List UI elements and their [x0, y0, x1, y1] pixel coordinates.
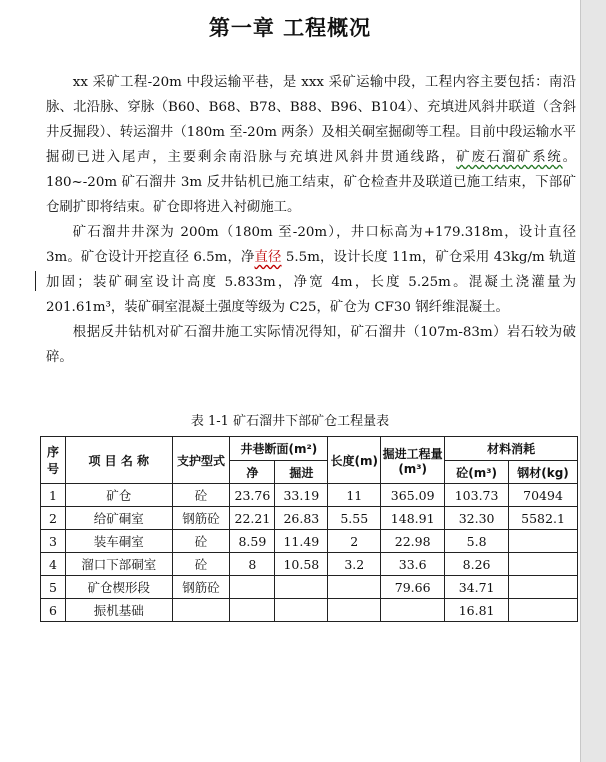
chapter-title: 第一章 工程概况 — [208, 16, 372, 40]
vertical-scrollbar[interactable] — [580, 0, 606, 762]
cell-no: 3 — [41, 530, 66, 553]
header-length: 长度(m) — [328, 437, 381, 484]
table-row — [41, 599, 578, 622]
cell-concrete: 32.30 — [445, 507, 509, 530]
cell-concrete: 5.8 — [445, 530, 509, 553]
spelling-flagged-text: 直径 — [254, 250, 282, 265]
paragraph-2 — [46, 220, 576, 320]
cell-excav — [275, 599, 328, 622]
cell-no: 5 — [41, 576, 66, 599]
cell-concrete: 16.81 — [445, 599, 509, 622]
cell-name: 溜口下部硐室 — [65, 553, 172, 576]
quantity-table — [40, 436, 578, 622]
paragraph-1-tail: 。180~-20m 矿石溜井 3m 反井钻机已施工结束，矿仓检查井及联道已施工结束，下部矿仓刷扩即将结束。矿仓即将进入衬砌施工。 — [46, 150, 577, 215]
cell-steel: 5582.1 — [509, 507, 578, 530]
cell-support: 钢筋砼 — [172, 507, 230, 530]
cell-net — [230, 599, 275, 622]
table-row — [41, 484, 578, 507]
cell-excav — [275, 576, 328, 599]
cell-support — [172, 599, 230, 622]
cell-name: 矿仓 — [65, 484, 172, 507]
header-name: 项 目 名 称 — [65, 437, 172, 484]
header-materials: 材料消耗 — [445, 437, 578, 461]
table-caption: 表 1-1 矿石溜井下部矿仓工程量表 — [190, 414, 390, 429]
cell-no: 2 — [41, 507, 66, 530]
cell-concrete: 34.71 — [445, 576, 509, 599]
cell-steel — [509, 599, 578, 622]
header-concrete: 砼(m³) — [445, 461, 509, 484]
cell-volume: 33.6 — [381, 553, 445, 576]
cell-volume: 22.98 — [381, 530, 445, 553]
cell-no: 6 — [41, 599, 66, 622]
cell-steel — [509, 553, 578, 576]
cell-concrete: 103.73 — [445, 484, 509, 507]
header-support: 支护型式 — [172, 437, 230, 484]
cell-net: 23.76 — [230, 484, 275, 507]
cell-excav: 33.19 — [275, 484, 328, 507]
grammar-flagged-text: 矿废石溜矿系统 — [456, 150, 563, 165]
cell-name: 装车硐室 — [65, 530, 172, 553]
cell-volume — [381, 599, 445, 622]
cell-volume: 148.91 — [381, 507, 445, 530]
table-row — [41, 553, 578, 576]
header-section: 井巷断面(m²) — [230, 437, 328, 461]
cell-name: 矿仓楔形段 — [65, 576, 172, 599]
cell-no: 1 — [41, 484, 66, 507]
cell-length: 5.55 — [328, 507, 381, 530]
cell-net: 22.21 — [230, 507, 275, 530]
cell-volume: 365.09 — [381, 484, 445, 507]
table-row — [41, 530, 578, 553]
header-no: 序号 — [41, 437, 66, 484]
cell-steel — [509, 530, 578, 553]
paragraph-1 — [46, 70, 576, 220]
cell-excav: 11.49 — [275, 530, 328, 553]
cell-steel — [509, 576, 578, 599]
cell-name: 振机基础 — [65, 599, 172, 622]
cell-excav: 10.58 — [275, 553, 328, 576]
cell-concrete: 8.26 — [445, 553, 509, 576]
cell-length: 11 — [328, 484, 381, 507]
cell-net — [230, 576, 275, 599]
cell-net: 8 — [230, 553, 275, 576]
cell-support: 砼 — [172, 530, 230, 553]
cell-excav: 26.83 — [275, 507, 328, 530]
cell-volume: 79.66 — [381, 576, 445, 599]
cell-no: 4 — [41, 553, 66, 576]
cell-name: 给矿硐室 — [65, 507, 172, 530]
cell-net: 8.59 — [230, 530, 275, 553]
body-text[interactable] — [46, 70, 576, 370]
cell-length: 3.2 — [328, 553, 381, 576]
cell-length — [328, 576, 381, 599]
header-excav: 掘进 — [275, 461, 328, 484]
text-cursor — [35, 271, 36, 291]
cell-support: 砼 — [172, 484, 230, 507]
cell-length: 2 — [328, 530, 381, 553]
paragraph-2-b: 5.5m，设计长度 11m，矿仓采用 43kg/m 轨道加固；装矿硐室设计高度 5.833m，净宽 4m，长度 5.25m。混凝土浇灌量为 201.61m³，装矿硐室混凝土强度等级为 C25，矿仓为 CF30 钢纤维混凝土。 — [46, 250, 577, 315]
header-net: 净 — [230, 461, 275, 484]
table-row — [41, 507, 578, 530]
paragraph-3: 根据反井钻机对矿石溜井施工实际情况得知，矿石溜井（107m-83m）岩石较为破碎。 — [46, 325, 576, 365]
header-steel: 钢材(kg) — [509, 461, 578, 484]
cell-support: 砼 — [172, 553, 230, 576]
cell-length — [328, 599, 381, 622]
table-row — [41, 576, 578, 599]
paragraph-1-main: xx 采矿工程-20m 中段运输平巷，是 xxx 采矿运输中段，工程内容主要包括：南沿脉、北沿脉、穿脉（B60、B68、B78、B88、B96、B104）、充填进风斜井联道（含斜井反掘段）、转运溜井（180m 至-20m 两条）及相关硐室掘砌等工程。目前中段运输水平掘砌已进入尾声，主要剩余南沿脉与充填进风斜井贯通线路， — [46, 75, 576, 165]
cell-steel: 70494 — [509, 484, 578, 507]
paragraph-2-a: 矿石溜井井深为 200m（180m 至-20m），井口标高为+179.318m，设计直径 3m。矿仓设计开挖直径 6.5m，净 — [46, 225, 576, 265]
cell-support: 钢筋砼 — [172, 576, 230, 599]
header-volume: 掘进工程量(m³) — [381, 437, 445, 484]
